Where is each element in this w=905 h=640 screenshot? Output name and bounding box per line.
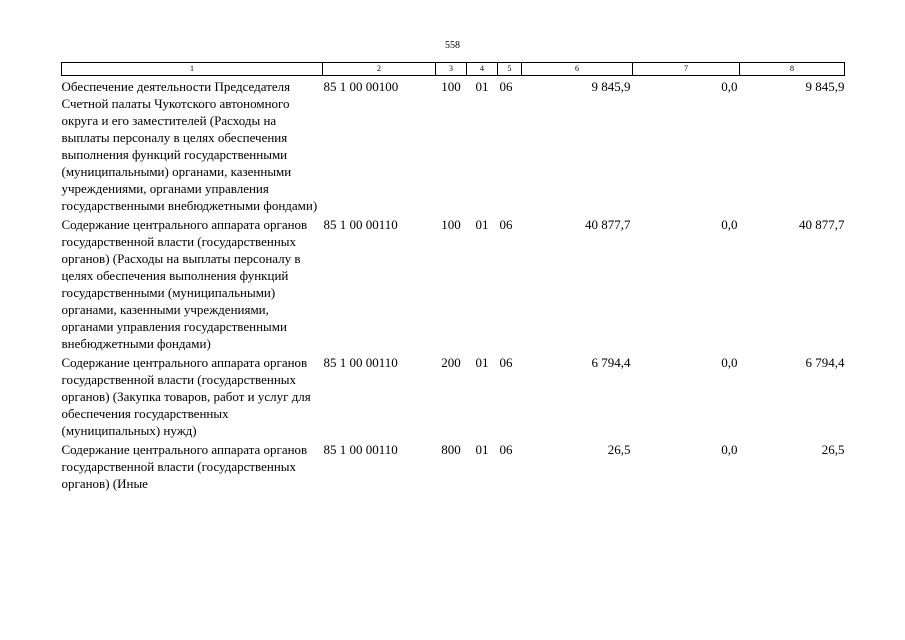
row-sum-1: 9 845,9	[591, 79, 631, 94]
header-col-5: 5	[498, 63, 522, 76]
row-name: Обеспечение деятельности Председателя Счетной палаты Чукотского автономного округа и его заместителей (Расходы на выплаты персоналу в целях обеспечения выполнения функций государственными (муниципальными) органами, казенными учреждениями, органами управления государственными внебюджетными фондами)	[61, 79, 318, 213]
row-code: 85 1 00 00110	[323, 355, 398, 370]
page-number: 558	[445, 40, 460, 51]
header-col-7: 7	[633, 63, 740, 76]
row-sum-3: 40 877,7	[799, 217, 845, 232]
header-col-8: 8	[740, 63, 845, 76]
row-sum-3: 6 794,4	[805, 355, 845, 370]
budget-table	[61, 62, 845, 492]
row-sum-2: 0,0	[721, 442, 738, 457]
row-sum-3: 26,5	[821, 442, 845, 457]
row-subsection: 06	[499, 79, 513, 94]
row-subsection: 06	[499, 442, 513, 457]
row-section: 01	[475, 79, 489, 94]
row-name: Содержание центрального аппарата органов государственной власти (государственных органов) (Иные	[61, 442, 308, 491]
row-sum-1: 40 877,7	[585, 217, 631, 232]
row-expense-type: 100	[441, 217, 461, 232]
header-col-4: 4	[467, 63, 498, 76]
table-body	[62, 76, 845, 493]
header-col-3: 3	[436, 63, 467, 76]
header-col-2: 2	[323, 63, 436, 76]
row-code: 85 1 00 00100	[323, 79, 399, 94]
row-expense-type: 100	[441, 79, 461, 94]
row-section: 01	[475, 442, 489, 457]
row-expense-type: 800	[441, 442, 461, 457]
row-expense-type: 200	[441, 355, 461, 370]
row-sum-1: 6 794,4	[591, 355, 631, 370]
table-row	[62, 76, 845, 215]
row-sum-3: 9 845,9	[805, 79, 845, 94]
row-subsection: 06	[499, 217, 513, 232]
row-sum-1: 26,5	[607, 442, 631, 457]
row-section: 01	[475, 217, 489, 232]
header-row	[62, 63, 845, 76]
row-sum-2: 0,0	[721, 79, 738, 94]
header-col-1: 1	[62, 63, 323, 76]
row-name: Содержание центрального аппарата органов государственной власти (государственных органов) (Расходы на выплаты персоналу в целях обеспечения выполнения функций государственными (муниципальными) органами, казенными учреждениями, органами управления государственными внебюджетными фондами)	[61, 217, 308, 351]
row-name: Содержание центрального аппарата органов государственной власти (государственных органов) (Закупка товаров, работ и услуг для обеспечения государственных (муниципальных) нужд)	[61, 355, 311, 438]
table-header	[62, 63, 845, 76]
row-code: 85 1 00 00110	[323, 217, 398, 232]
row-sum-2: 0,0	[721, 355, 738, 370]
table-row	[62, 439, 845, 492]
header-col-6: 6	[522, 63, 633, 76]
table-row	[62, 352, 845, 439]
row-sum-2: 0,0	[721, 217, 738, 232]
row-section: 01	[475, 355, 489, 370]
row-code: 85 1 00 00110	[323, 442, 398, 457]
table-row	[62, 214, 845, 352]
row-subsection: 06	[499, 355, 513, 370]
